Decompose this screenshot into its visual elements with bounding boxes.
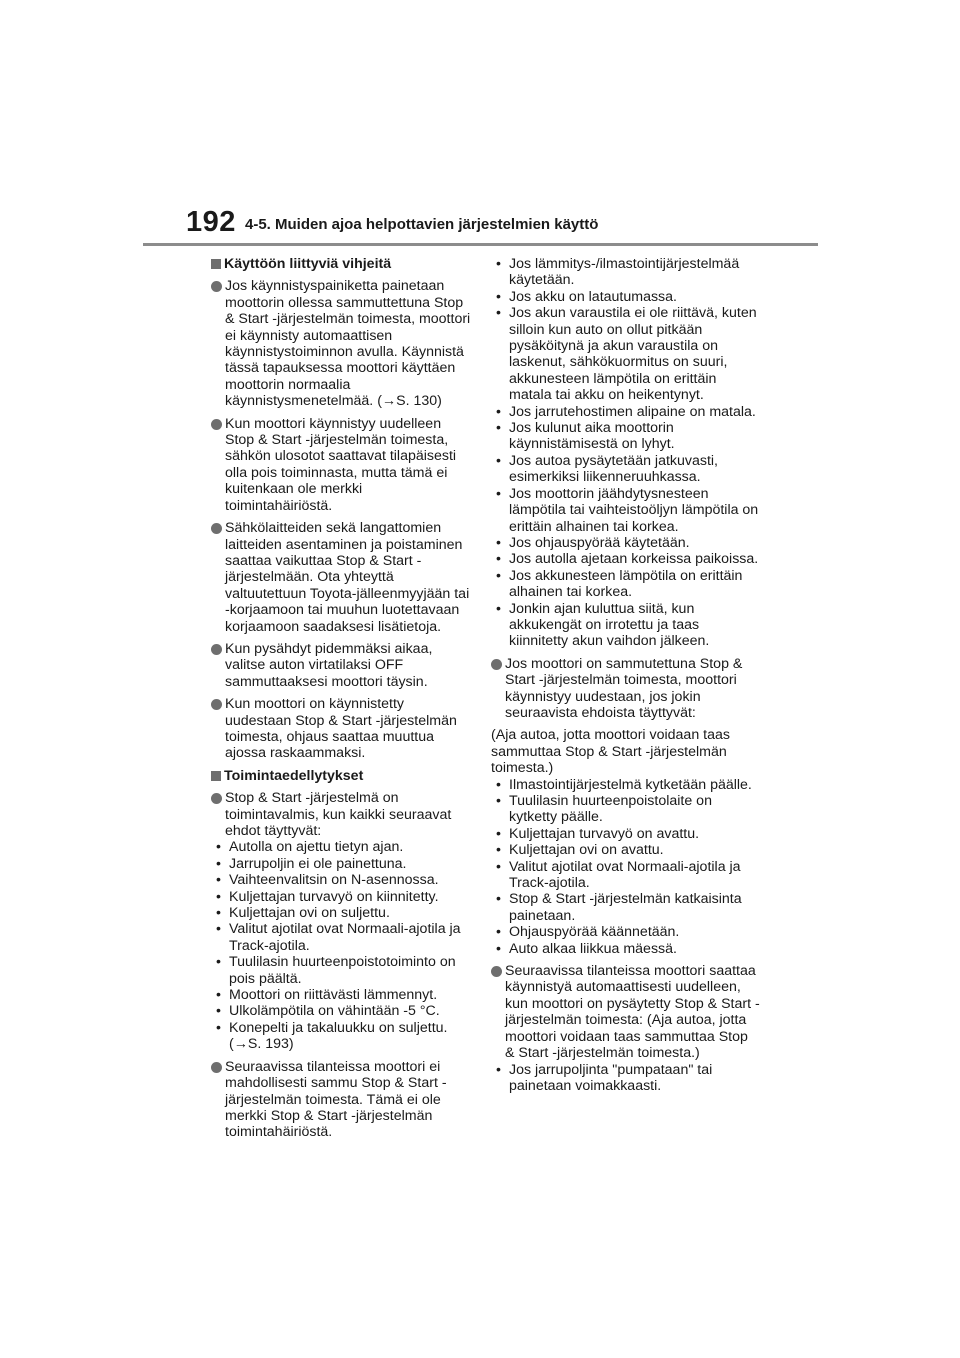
list-item: • Jos jarrutehostimen alipaine on matala. bbox=[491, 404, 761, 420]
chapter-title: 4-5. Muiden ajoa helpottavien järjestelmien käyttö bbox=[245, 216, 599, 233]
header-rule bbox=[143, 243, 818, 246]
list-item: • Ulkolämpötila on vähintään -5 °C. bbox=[211, 1003, 473, 1019]
list-item: • Jos autoa pysäytetään jatkuvasti, esimerkiksi liikenneruuhkassa. bbox=[491, 453, 761, 486]
list-item: • Vaihteenvalitsin on N-asennossa. bbox=[211, 872, 473, 888]
paragraph-text: Jos käynnistyspainiketta painetaan moottorin ollessa sammuttettuna Stop & Start -järjestelmän toimesta, moottori ei käynnisty automaattisen käynnistystoiminnon avulla. Käynnistä tässä tapauksessa moottori käyttäen moottorin normaalia käynnistysmenetelmää. (→S. 130) bbox=[225, 278, 471, 410]
paragraph-text: Stop & Start -järjestelmä on toimintavalmis, kun kaikki seuraavat ehdot täyttyvät: bbox=[225, 790, 452, 839]
right-column bbox=[491, 256, 761, 1094]
restart-list bbox=[491, 777, 761, 957]
list-item: • Ohjauspyörää käännetään. bbox=[491, 924, 761, 940]
paragraph-text: Kun moottori on käynnistetty uudestaan Stop & Start -järjestelmän toimesta, ohjaus saattaa muuttua ajossa raskaammaksi. bbox=[225, 696, 457, 762]
note-paragraph bbox=[211, 1059, 473, 1141]
paragraph-text: Seuraavissa tilanteissa moottori ei mahdollisesti sammu Stop & Start -järjestelmän toimesta. Tämä ei ole merkki Stop & Start -järjestelmän toimintahäiriöstä. bbox=[225, 1058, 447, 1141]
note-paragraph bbox=[491, 656, 761, 722]
list-item: • Jos autolla ajetaan korkeissa paikoissa. bbox=[491, 551, 761, 567]
paragraph-text: Jos moottori on sammutettuna Stop & Start -järjestelmän toimesta, moottori käynnistyy uudestaan, jos jokin seuraavista ehdoista täyttyvät: bbox=[505, 655, 743, 721]
note-paragraph bbox=[211, 416, 473, 514]
list-item: • Jos akkunesteen lämpötila on erittäin alhainen tai korkea. bbox=[491, 568, 761, 601]
auto-restart-list bbox=[491, 1062, 761, 1095]
page-number: 192 bbox=[186, 206, 236, 238]
note-paragraph bbox=[211, 278, 473, 409]
list-item: • Valitut ajotilat ovat Normaali-ajotila ja Track-ajotila. bbox=[211, 921, 473, 954]
note-paragraph bbox=[211, 790, 473, 839]
paragraph-text: Kun pysähdyt pidemmäksi aikaa, valitse auton virtatilaksi OFF sammuttaaksesi moottori täysin. bbox=[225, 640, 433, 690]
circle-bullet-icon bbox=[491, 659, 502, 670]
circle-bullet-icon bbox=[211, 793, 222, 804]
list-item: • Kuljettajan ovi on suljettu. bbox=[211, 905, 473, 921]
section-heading-conditions bbox=[211, 768, 473, 784]
square-bullet-icon bbox=[211, 259, 221, 269]
section-heading-tips bbox=[211, 256, 473, 272]
paragraph-text: (Aja autoa, jotta moottori voidaan taas sammuttaa Stop & Start -järjestelmän toimesta.) bbox=[491, 727, 730, 777]
circle-bullet-icon bbox=[211, 699, 222, 710]
heading-text: Käyttöön liittyviä vihjeitä bbox=[224, 256, 392, 272]
left-column bbox=[211, 256, 473, 1147]
list-item: • Jos moottorin jäähdytysnesteen lämpötila tai vaihteistoöljyn lämpötila on erittäin alhainen tai korkea. bbox=[491, 486, 761, 535]
circle-bullet-icon bbox=[211, 1062, 222, 1073]
conditions-list bbox=[211, 839, 473, 1052]
list-item: • Kuljettajan turvavyö on avattu. bbox=[491, 826, 761, 842]
paragraph-text: Sähkölaitteiden sekä langattomien laitteiden asentaminen ja poistaminen saattaa vaikuttaa Stop & Start -järjestelmään. Ota yhteyttä valtuutettuun Toyota-jälleenmyyjään tai -korjaamoon tai muuhun luotettavaan korjaamoon saadaksesi lisätietoja. bbox=[225, 520, 470, 635]
note-paragraph bbox=[211, 696, 473, 762]
circle-bullet-icon bbox=[491, 966, 502, 977]
exceptions-list bbox=[491, 256, 761, 650]
list-item: • Jos kulunut aika moottorin käynnistämisestä on lyhyt. bbox=[491, 420, 761, 453]
list-item: • Tuulilasin huurteenpoistotoiminto on pois päältä. bbox=[211, 954, 473, 987]
list-item: • Kuljettajan turvavyö on kiinnitetty. bbox=[211, 889, 473, 905]
note-paragraph bbox=[211, 641, 473, 690]
list-item: • Konepelti ja takaluukku on suljettu. (→S. 193) bbox=[211, 1020, 473, 1053]
circle-bullet-icon bbox=[211, 523, 222, 534]
list-item: • Jos jarrupoljinta "pumpataan" tai painetaan voimakkaasti. bbox=[491, 1062, 761, 1095]
paragraph-text: Seuraavissa tilanteissa moottori saattaa käynnistyä automaattisesti uudelleen, kun moottori on pysäytetty Stop & Start -järjestelmän toimesta: (Aja autoa, jotta moottori voidaan taas sammuttaa Stop & Start -järjestelmän toimesta.) bbox=[505, 963, 760, 1062]
note-paragraph bbox=[491, 963, 761, 1061]
list-item: • Autolla on ajettu tietyn ajan. bbox=[211, 839, 473, 855]
note-paragraph bbox=[211, 520, 473, 635]
list-item: • Jos akun varaustila ei ole riittävä, kuten silloin kun auto on ollut pitkään pysäköitynä ja akun varaustila on laskenut, sähkökuormitus on suuri, akkunesteen lämpötila on erittäin matala tai akku on heikentynyt. bbox=[491, 305, 761, 403]
page-header bbox=[0, 0, 960, 250]
square-bullet-icon bbox=[211, 771, 221, 781]
list-item: • Jos akku on latautumassa. bbox=[491, 289, 761, 305]
list-item: • Jarrupoljin ei ole painettuna. bbox=[211, 856, 473, 872]
list-item: • Valitut ajotilat ovat Normaali-ajotila ja Track-ajotila. bbox=[491, 859, 761, 892]
heading-text: Toimintaedellytykset bbox=[224, 767, 364, 784]
list-item: • Auto alkaa liikkua mäessä. bbox=[491, 941, 761, 957]
list-item: • Stop & Start -järjestelmän katkaisinta painetaan. bbox=[491, 891, 761, 924]
list-item: • Tuulilasin huurteenpoistolaite on kytketty päälle. bbox=[491, 793, 761, 826]
circle-bullet-icon bbox=[211, 644, 222, 655]
circle-bullet-icon bbox=[211, 281, 222, 292]
list-item: • Jos ohjauspyörää käytetään. bbox=[491, 535, 761, 551]
list-item: • Ilmastointijärjestelmä kytketään päälle. bbox=[491, 777, 761, 793]
list-item: • Kuljettajan ovi on avattu. bbox=[491, 842, 761, 858]
paragraph-text: Kun moottori käynnistyy uudelleen Stop & Start -järjestelmän toimesta, sähkön ulosotot saattavat tilapäisesti olla pois toiminnasta, mutta tämä ei kuitenkaan ole merkki toimintahäiriöstä. bbox=[225, 415, 457, 514]
list-item: • Jos lämmitys-/ilmastointijärjestelmää käytetään. bbox=[491, 256, 761, 289]
circle-bullet-icon bbox=[211, 419, 222, 430]
list-item: • Jonkin ajan kuluttua siitä, kun akkukengät on irrotettu ja taas kiinnitetty akun vaihdon jälkeen. bbox=[491, 601, 761, 650]
list-item: • Moottori on riittävästi lämmennyt. bbox=[211, 987, 473, 1003]
